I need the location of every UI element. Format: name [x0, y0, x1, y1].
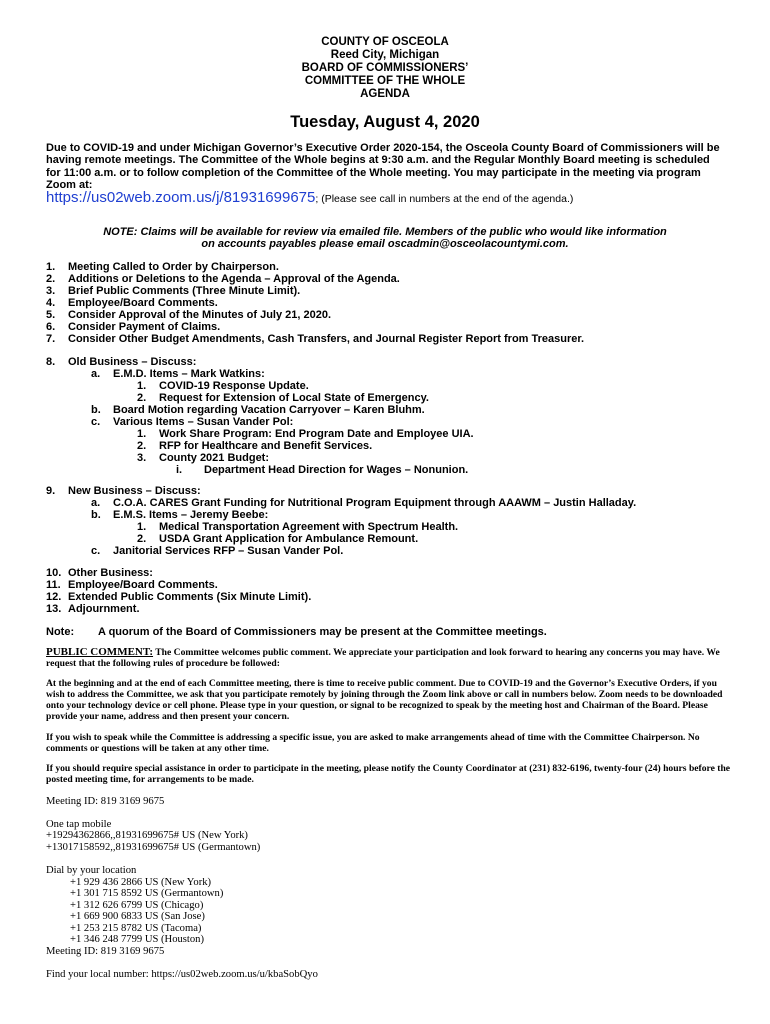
subitem-letter: a. [91, 497, 101, 509]
dial-number: +1 253 215 8782 US (Tacoma) [70, 923, 202, 934]
subitem-text: Request for Extension of Local State of Emergency. [159, 392, 429, 404]
item-number: 10. [46, 567, 62, 579]
subitem-number: 2. [137, 440, 147, 452]
subitem-number: 1. [137, 380, 147, 392]
subitem-number: 1. [137, 521, 147, 533]
public-comment-intro [46, 647, 736, 669]
subitem-letter: a. [91, 368, 101, 380]
item-text: Consider Payment of Claims. [68, 321, 221, 333]
meeting-id: Meeting ID: 819 3169 9675 [46, 796, 165, 807]
header-line: AGENDA [360, 88, 410, 100]
item-text: New Business – Discuss: [68, 485, 201, 497]
item-text: Brief Public Comments (Three Minute Limit). [68, 285, 301, 297]
subitem-letter: c. [91, 545, 101, 557]
item-number: 9. [46, 485, 56, 497]
one-tap-label: One tap mobile [46, 819, 112, 830]
subitem-text: USDA Grant Application for Ambulance Remount. [159, 533, 419, 545]
item-number: 4. [46, 297, 56, 309]
claims-note-line: NOTE: Claims will be available for review via emailed file. Members of the public who would like information [103, 226, 667, 238]
dial-number: +1 346 248 7799 US (Houston) [70, 934, 204, 945]
intro-paragraph: Due to COVID-19 and under Michigan Governor’s Executive Order 2020-154, the Osceola County Board of Commissioners will be having remote meetings. The Committee of the Whole begins at 9:30 a.m. and the Regular Monthly Board meeting is scheduled for 11:00 a.m. or to follow completion of the Committee of the Whole meeting. You may participate in the meeting via program Zoom at: [46, 142, 720, 191]
subitem-text: Department Head Direction for Wages – Nonunion. [204, 464, 469, 476]
header-line: Reed City, Michigan [330, 49, 440, 61]
one-tap-number[interactable]: +13017158592,,81931699675# US (Germantown) [46, 842, 261, 853]
dial-number: +1 669 900 6833 US (San Jose) [70, 911, 205, 922]
public-comment-paragraph: If you should require special assistance in order to participate in the meeting, please notify the County Coordinator at (231) 832-6196, twenty-four (24) hours before the posted meeting time, for arrangements to be made. [46, 763, 731, 785]
header-line: BOARD OF COMMISSIONERS’ [301, 62, 469, 74]
item-number: 6. [46, 321, 56, 333]
item-number: 3. [46, 285, 56, 297]
item-text: Other Business: [68, 567, 153, 579]
public-comment-intro-text: The Committee welcomes public comment. We appreciate your participation and look forward to hearing any concerns you may have. We request that the following rules of procedure be followed: [46, 647, 720, 669]
header-line: COMMITTEE OF THE WHOLE [304, 75, 466, 87]
item-number: 1. [46, 261, 56, 273]
item-number: 11. [46, 579, 61, 591]
item-number: 12. [46, 591, 62, 603]
item-text: Adjournment. [68, 603, 140, 615]
quorum-text: A quorum of the Board of Commissioners may be present at the Committee meetings. [98, 626, 547, 638]
subitem-text: Work Share Program: End Program Date and Employee UIA. [159, 428, 474, 440]
dial-by-location-label: Dial by your location [46, 865, 137, 876]
item-text: Meeting Called to Order by Chairperson. [68, 261, 279, 273]
subitem-text: County 2021 Budget: [159, 452, 270, 464]
item-number: 8. [46, 356, 56, 368]
item-number: 13. [46, 603, 62, 615]
one-tap-number[interactable]: +19294362866,,81931699675# US (New York) [46, 830, 248, 841]
item-text: Employee/Board Comments. [68, 579, 218, 591]
subitem-text: Various Items – Susan Vander Pol: [113, 416, 294, 428]
header-line: COUNTY OF OSCEOLA [321, 36, 449, 48]
dial-number: +1 929 436 2866 US (New York) [70, 877, 212, 888]
public-comment-paragraph: At the beginning and at the end of each Committee meeting, there is time to receive public comment. Due to COVID-19 and the Governor’s Executive Orders, if you wish to address the Committee, we ask that you participate remotely by joining through the Zoom link above or call in numbers below. Zoom needs to be downloaded onto your technology device or cell phone. Please type in your question, or signal to be recognized to speak by the meeting host and Chairman of the Board. Please provide your name, address and then present your concern. [46, 678, 723, 722]
meeting-id: Meeting ID: 819 3169 9675 [46, 946, 165, 957]
item-text: Extended Public Comments (Six Minute Limit). [68, 591, 312, 603]
subitem-text: Board Motion regarding Vacation Carryover – Karen Bluhm. [113, 404, 425, 416]
subitem-roman: i. [176, 464, 183, 476]
item-number: 7. [46, 333, 56, 345]
quorum-label: Note: [46, 626, 75, 638]
subitem-number: 1. [137, 428, 147, 440]
subitem-number: 2. [137, 533, 147, 545]
agenda-header [0, 36, 770, 101]
item-text: Consider Approval of the Minutes of July 21, 2020. [68, 309, 332, 321]
subitem-number: 2. [137, 392, 147, 404]
subitem-text: Janitorial Services RFP – Susan Vander Pol. [113, 545, 344, 557]
subitem-text: COVID-19 Response Update. [159, 380, 309, 392]
subitem-text: E.M.D. Items – Mark Watkins: [113, 368, 265, 380]
claims-note-line: on accounts payables please email oscadmin@osceolacountymi.com. [201, 238, 569, 251]
subitem-text: Medical Transportation Agreement with Spectrum Health. [159, 521, 459, 533]
public-comment-title: PUBLIC COMMENT: [46, 646, 154, 658]
subitem-letter: c. [91, 416, 101, 428]
item-text: Old Business – Discuss: [68, 356, 197, 368]
subitem-letter: b. [91, 404, 101, 416]
subitem-letter: b. [91, 509, 101, 521]
meeting-date: Tuesday, August 4, 2020 [290, 113, 480, 131]
item-number: 2. [46, 273, 56, 285]
public-comment-paragraph: If you wish to speak while the Committee is addressing a specific issue, you are asked to make arrangements ahead of time with the Committee Chairperson. No comments or questions will be taken at any other time. [46, 732, 700, 754]
subitem-text: RFP for Healthcare and Benefit Services. [159, 440, 373, 452]
item-number: 5. [46, 309, 56, 321]
dial-number: +1 301 715 8592 US (Germantown) [70, 888, 224, 899]
zoom-note: ; (Please see call in numbers at the end of the agenda.) [315, 193, 574, 205]
claims-note [0, 226, 770, 251]
subitem-text: C.O.A. CARES Grant Funding for Nutritional Program Equipment through AAAWM – Justin Halladay. [113, 497, 637, 509]
subitem-number: 3. [137, 452, 147, 464]
find-local-number[interactable]: Find your local number: https://us02web.zoom.us/u/kbaSobQyo [46, 969, 318, 980]
dial-number: +1 312 626 6799 US (Chicago) [70, 900, 204, 911]
item-text: Additions or Deletions to the Agenda – Approval of the Agenda. [68, 273, 400, 285]
item-text: Consider Other Budget Amendments, Cash Transfers, and Journal Register Report from Treasurer. [68, 333, 585, 345]
zoom-link[interactable]: https://us02web.zoom.us/j/81931699675 [46, 189, 316, 206]
subitem-text: E.M.S. Items – Jeremy Beebe: [113, 509, 269, 521]
item-text: Employee/Board Comments. [68, 297, 218, 309]
zoom-line [46, 189, 573, 207]
